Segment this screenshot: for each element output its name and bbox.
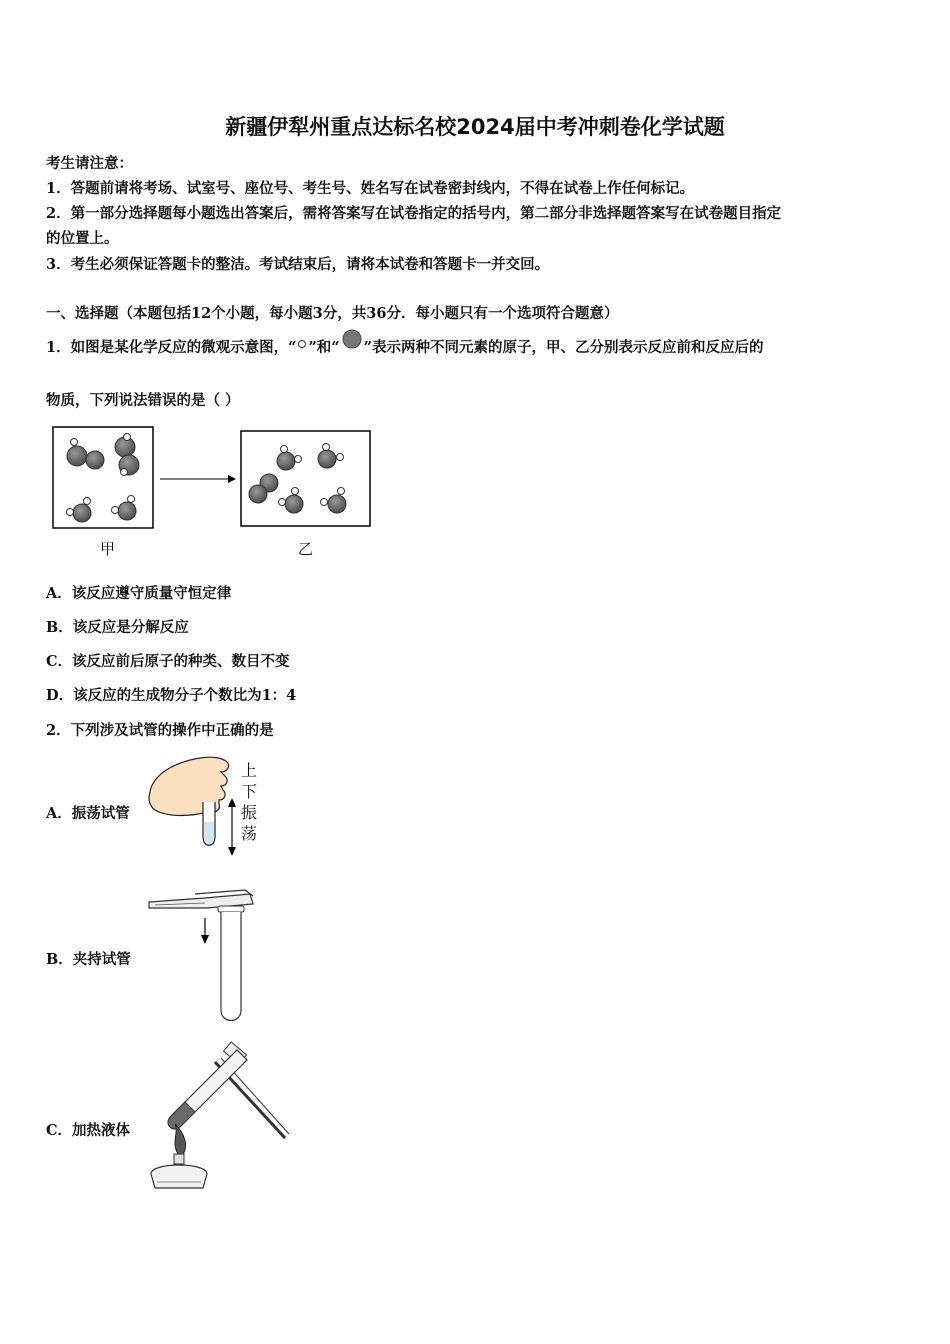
q1-text-part2: ”和“ [308, 339, 340, 356]
after-box [241, 431, 370, 526]
after-label: 乙 [298, 540, 314, 558]
shake-figure-text: 上 下 振 荡 [241, 761, 258, 843]
q1-option-c[interactable]: C．该反应前后原子的种类、数目不变 [46, 653, 290, 670]
page-title: 新疆伊犁州重点达标名校2024届中考冲刺卷化学试题 [225, 115, 725, 139]
heating-liquid-figure [145, 1042, 295, 1192]
q1-option-b[interactable]: B．该反应是分解反应 [46, 619, 189, 636]
notice-item-2: 2．第一部分选择题每小题选出答案后，需将答案写在试卷指定的括号内，第二部分非选择题答案写在试卷题目指定 [46, 205, 782, 222]
tube-holder-figure [145, 888, 265, 1028]
q1-option-a[interactable]: A．该反应遵守质量守恒定律 [46, 585, 232, 602]
question-1-stem-cont: 物质，下列说法错误的是（ ） [46, 392, 240, 409]
notice-item-1: 1．答题前请将考场、试室号、座位号、考生号、姓名写在试卷密封线内，不得在试卷上作任何标记。 [46, 180, 695, 197]
before-label: 甲 [100, 540, 116, 558]
q1-text-part3: ”表示两种不同元素的原子，甲、乙分别表示反应前和反应后的 [363, 339, 764, 356]
notice-heading: 考生请注意： [46, 155, 133, 172]
q2-option-c[interactable]: C．加热液体 [46, 1122, 131, 1139]
notice-item-3: 3．考生必须保证答题卡的整洁。考试结束后，请将本试卷和答题卡一并交回。 [46, 256, 550, 273]
q2-option-b[interactable]: B．夹持试管 [46, 951, 131, 968]
section-heading: 一、选择题（本题包括12个小题，每小题3分，共36分．每小题只有一个选项符合题意） [46, 305, 619, 322]
q1-text-part1: 1．如图是某化学反应的微观示意图，“ [46, 339, 297, 356]
q1-option-d[interactable]: D．该反应的生成物分子个数比为1：4 [46, 687, 297, 704]
question-2-stem: 2．下列涉及试管的操作中正确的是 [46, 722, 274, 739]
q2-option-a[interactable]: A．振荡试管 [46, 805, 130, 822]
notice-item-2-cont: 的位置上。 [46, 230, 119, 247]
